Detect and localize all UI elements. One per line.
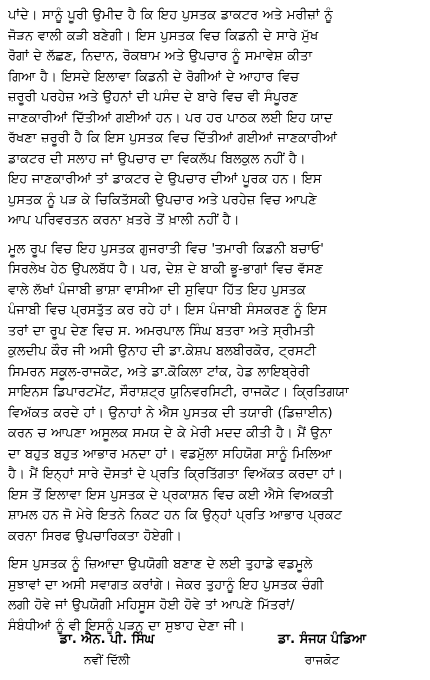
text-line: ਇਹ ਜਾਣਕਾਰੀਆਂ ਤਾਂ ਡਾਕਟਰ ਦੇ ਉਪਚਾਰ ਦੀਆਂ ਪੂਰਕ ਹਨ। ਇਸ — [8, 172, 322, 187]
text-line: ਦਾ ਬਹੁਤ ਬਹੁਤ ਆਭਾਰ ਮਨਦਾ ਹਾਂ। ਵਡਮੁੱਲਾ ਸਹਿਯੋਗ ਸਾਨੂੰ ਮਿਲਿਆ — [8, 446, 332, 462]
text-line: ਪੰਜਾਬੀ ਵਿਚ ਪ੍ਰਸਤੁੱਤ ਕਰ ਰਹੇ ਹਾਂ। ਇਸ ਪੰਜਾਬੀ ਸੰਸਕਰਣ ਨੂੰ ਇਸ — [8, 303, 327, 318]
text-line: ਇਸ ਪੁਸਤਕ ਨੂੰ ਜ਼ਿਆਦਾ ਉਪਯੋਗੀ ਬਣਾਣ ਦੇ ਲਈ ਤੁਹਾਡੇ ਵਡਮੂਲੇ — [8, 557, 313, 572]
text-line: ਰੋਗਾਂ ਦੇ ਲੱਛਣ, ਨਿਦਾਨ, ਰੋਕਥਾਮ ਅਤੇ ਉਪਚਾਰ ਨੂੰ ਸਮਾਵੇਸ਼ ਕੀਤਾ — [8, 49, 313, 64]
signatory-name: ਡਾ. ਸੰਜਯ ਪੰਡਿਆ — [277, 632, 366, 647]
paragraph-2 — [8, 240, 422, 548]
signatory-name: ਡਾ. ਐਨ. ਪੀ. ਸਿੰਘ — [59, 632, 155, 647]
signature-left — [32, 630, 182, 670]
text-line: ਜ਼ਰੂਰੀ ਪਰਹੇਜ਼ ਅਤੇ ਉਹਨਾਂ ਦੀ ਪਸੰਦ ਦੇ ਬਾਰੇ ਵਿਚ ਵੀ ਸੰਪੂਰਣ — [8, 90, 298, 105]
text-line: ਸਿਰਲੇਖ ਹੇਠ ਉਪਲਬੱਧ ਹੈ। ਪਰ, ਦੇਸ਼ ਦੇ ਬਾਕੀ ਭੂ-ਭਾਗਾਂ ਵਿਚ ਵੱਸਣ — [8, 262, 323, 277]
signature-block — [0, 630, 430, 674]
text-line: ਪੁਸਤਕ ਨੂੰ ਪੜ ਕੇ ਚਿਕਿਤੱਸਕੀ ਉਪਚਾਰ ਅਤੇ ਪਰਹੇਜ਼ ਵਿਚ ਆਪਣੇ — [8, 192, 317, 208]
signature-right — [232, 630, 412, 670]
text-line: ਪਾਂਦੇ। ਸਾਨੂੰ ਪੂਰੀ ਉਮੀਦ ਹੈ ਕਿ ਇਹ ਪੁਸਤਕ ਡਾਕਟਰ ਅਤੇ ਮਰੀਜ਼ਾਂ ਨੂੰ — [8, 8, 333, 23]
text-line: ਆਪ ਪਰਿਵਰਤਨ ਕਰਨਾ ਖ਼ਤਰੇ ਤੋਂ ਖ਼ਾਲੀ ਨਹੀਂ ਹੈ। — [8, 213, 240, 228]
text-line: ਸੰਬੰਧੀਆਂ ਨੂੰ ਵੀ ਇਸਨੂੰ ਪੜਨ ਦਾ ਸੁਝਾਹ ਦੇਣਾ ਜੀ। — [8, 618, 245, 634]
text-line: ਲਗੀ ਹੋਵੇ ਜਾਂ ਉਪਯੋਗੀ ਮਹਿਸੂਸ ਹੋਈ ਹੋਵੇ ਤਾਂ ਆਪਣੇ ਮਿੱਤਰਾਂ/ — [8, 598, 295, 613]
text-line: ਵਿਅੱਕਤ ਕਰਦੇ ਹਾਂ। ਉਨਾਹਾਂ ਨੇ ਐਸ ਪੁਸਤਕ ਦੀ ਤਯਾਰੀ (ਡਿਜ਼ਾਈਨ) — [8, 405, 333, 421]
text-line: ਸ਼ਾਮਲ ਹਨ ਜੋ ਮੇਰੇ ਇਤਨੇ ਨਿਕਟ ਹਨ ਕਿ ਉਨ੍ਹਾਂ ਪ੍ਰਤਿ ਆਭਾਰ ਪ੍ਰਕਟ — [8, 508, 342, 523]
text-line: ਗਿਆ ਹੈ। ਇਸਦੇ ਇਲਾਵਾ ਕਿਡਨੀ ਦੇ ਰੋਗੀਆਂ ਦੇ ਆਹਾਰ ਵਿਚ — [8, 69, 299, 85]
text-line: ਵਾਲੇ ਲੱਖਾਂ ਪੰਜਾਬੀ ਭਾਸ਼ਾ ਵਾਸੀਆ ਦੀ ਸੁਵਿਧਾ ਹਿੱਤ ਇਹ ਪੁਸਤਕ — [8, 282, 306, 298]
text-line: ਡਾਕਟਰ ਦੀ ਸਲਾਹ ਜਾਂ ਉਪਚਾਰ ਦਾ ਵਿਕਲੱਪ ਬਿਲਕੁਲ ਨਹੀਂ ਹੈ। — [8, 151, 306, 167]
paragraph-3 — [8, 555, 422, 637]
paragraph-spacer — [8, 547, 422, 555]
text-line: ਸਿਮਰਨ ਸਕੂਲ-ਰਾਜਕੋਟ, ਅਤੇ ਡਾ.ਕੋਕਿਲਾ ਟਾਂਕ, ਹੇਡ ਲਾਇਬ੍ਰੇਰੀ — [8, 364, 310, 380]
text-line: ਇਸ ਤੋਂ ਇਲਾਵਾ ਇਸ ਪੁਸਤਕ ਦੇ ਪ੍ਰਕਾਸ਼ਨ ਵਿਚ ਕਈ ਐਸੇ ਵਿਅਕਤੀ — [8, 487, 334, 503]
text-line: ਕਰਨਾ ਸਿਰਫ ਉਪਚਾਰਿਕਤਾ ਹੋਏਗੀ। — [8, 528, 182, 544]
paragraph-1 — [8, 6, 422, 232]
text-line: ਮੂਲ ਰੂਪ ਵਿਚ ਇਹ ਪੁਸਤਕ ਗੁਜਰਾਤੀ ਵਿਚ 'ਤਮਾਰੀ ਕਿਡਨੀ ਬਚਾਓ' — [8, 241, 324, 257]
text-line: ਜੋੜਨ ਵਾਲੀ ਕੜੀ ਬਣੇਗੀ। ਇਸ ਪੁਸਤਕ ਵਿਚ ਕਿਡਨੀ ਦੇ ਸਾਰੇ ਮੁੱਖ — [8, 28, 319, 44]
text-line: ਰੱਖਣਾ ਜ਼ਰੂਰੀ ਹੈ ਕਿ ਇਸ ਪੁਸਤਕ ਵਿਚ ਦਿੱਤੀਆਂ ਗਈਆਂ ਜਾਣਕਾਰੀਆਂ — [8, 131, 337, 146]
text-line: ਤਰਾਂ ਦਾ ਰੂਪ ਦੇਣ ਵਿਚ ਸ. ਅਮਰਪਾਲ ਸਿੰਘ ਬਤਰਾ ਅਤੇ ਸ੍ਰੀਮਤੀ — [8, 323, 315, 339]
signatory-place: ਰਾਜਕੋਟ — [304, 653, 340, 667]
paragraph-spacer — [8, 232, 422, 240]
text-line: ਕੁਲਦੀਪ ਕੌਰ ਜੀ ਅਸੀ ਉਨਾਹ ਦੀ ਡਾ.ਕੇਸ਼ਪ ਬਲਬੀਰਕੋਰ, ਟ੍ਰਸਟੀ — [8, 344, 316, 359]
text-line: ਹੈ। ਮੈਂ ਇਨ੍ਹਾਂ ਸਾਰੇ ਦੋਸਤਾਂ ਦੇ ਪ੍ਰਤਿ ਕ੍ਰਿਤਿੱਗਤਾ ਵਿਅੱਕਤ ਕਰਦਾ ਹਾਂ। — [8, 467, 344, 482]
text-line: ਕਰਨ ਚ ਆਪਣਾ ਅਸੂਲਕ ਸਮਯ ਦੇ ਕੇ ਮੇਰੀ ਮਦਦ ਕੀਤੀ ਹੈ। ਮੈਂ ਉਨਾ — [8, 426, 332, 441]
signatory-place: ਨਵੀਂ ਦਿੱਲੀ — [84, 653, 130, 667]
text-line: ਸੁਝਾਵਾਂ ਦਾ ਅਸੀ ਸਵਾਗਤ ਕਰਾਂਗੇ। ਜੇਕਰ ਤੁਹਾਨੂੰ ਇਹ ਪੁਸਤਕ ਚੰਗੀ — [8, 577, 324, 593]
text-line: ਸਾਇਨਸ ਡਿਪਾਰਟਮੇਂਟ, ਸੌਰਾਸ਼ਟ੍ਰ ਯੁਨਿਵਰਸਿਟੀ, ਰਾਜਕੋਟ। ਕ੍ਰਿਤਿਗਯਾ — [8, 385, 349, 400]
text-line: ਜਾਣਕਾਰੀਆਂ ਦਿੱਤੀਆਂ ਗਈਆਂ ਹਨ। ਪਰ ਹਰ ਪਾਠਕ ਲਈ ਇਹ ਯਾਦ — [8, 110, 333, 126]
